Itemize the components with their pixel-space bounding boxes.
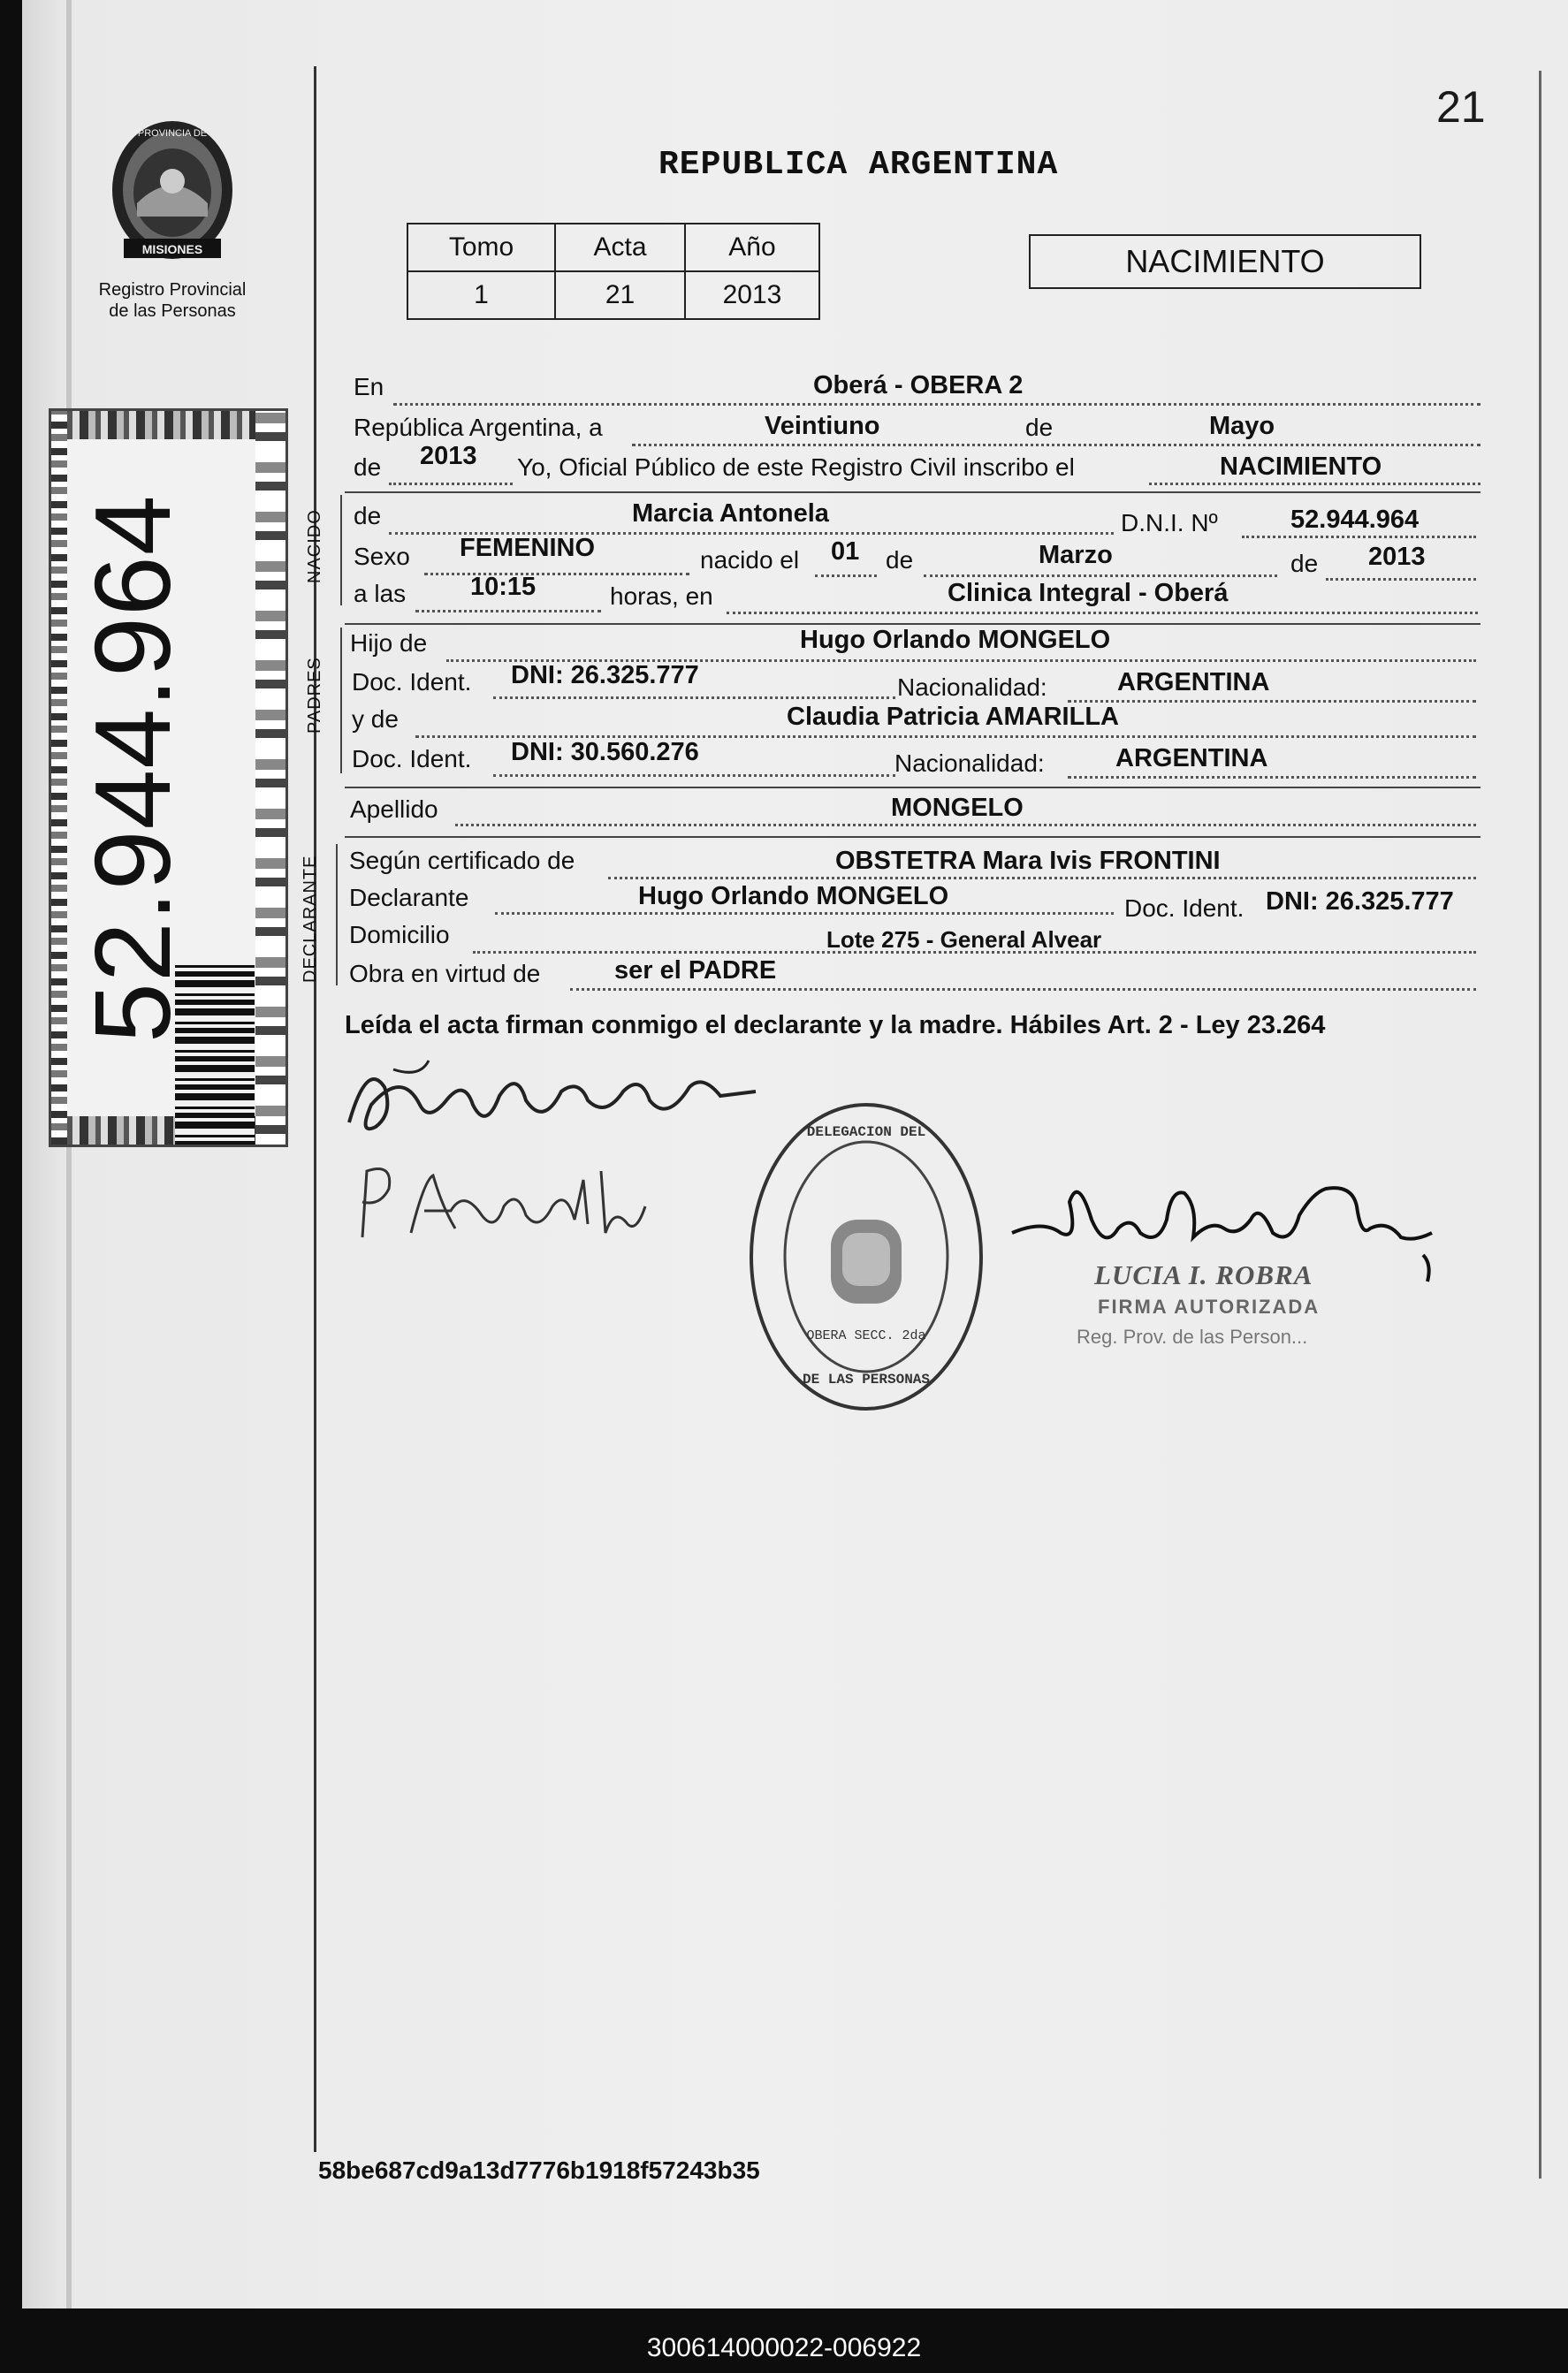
dotted-line — [1068, 700, 1476, 703]
mother-signature — [349, 1153, 658, 1251]
strip-border-top — [51, 411, 285, 439]
table-value-acta: 21 — [555, 271, 685, 319]
declarant-signature — [340, 1052, 765, 1140]
record-table-value-row — [407, 271, 819, 319]
value-surname: MONGELO — [891, 794, 1024, 822]
label-de-3: de — [1290, 550, 1319, 577]
value-mother-name: Claudia Patricia AMARILLA — [787, 703, 1119, 731]
section-rule — [345, 623, 1480, 625]
dotted-line — [1068, 776, 1476, 779]
dotted-line — [727, 612, 1478, 614]
dotted-line — [493, 774, 895, 777]
label-hijo-de: Hijo de — [350, 629, 428, 657]
sheet-edge — [66, 0, 72, 2308]
svg-text:DELEGACION DEL: DELEGACION DEL — [806, 1124, 926, 1140]
dotted-line — [1326, 578, 1476, 581]
value-event: NACIMIENTO — [1220, 453, 1382, 481]
dotted-line — [1242, 536, 1476, 538]
value-day: Veintiuno — [765, 412, 880, 440]
value-year: 2013 — [420, 442, 477, 470]
dotted-line — [415, 610, 601, 612]
section-rule — [345, 836, 1480, 838]
dotted-line — [632, 444, 1480, 446]
label-de-2: de — [886, 546, 914, 574]
registry-name-line1: Registro Provincial — [98, 280, 247, 300]
value-month: Mayo — [1209, 412, 1275, 440]
dotted-line — [570, 988, 1476, 991]
label-a-las: a las — [354, 580, 407, 607]
table-value-tomo: 1 — [407, 271, 555, 319]
value-mother-doc: DNI: 30.560.276 — [511, 738, 699, 766]
label-y-de: y de — [352, 705, 399, 733]
label-doc-declarant: Doc. Ident. — [1124, 894, 1245, 922]
value-mother-nationality: ARGENTINA — [1115, 744, 1268, 772]
label-en: En — [354, 373, 384, 400]
dotted-line — [815, 574, 877, 577]
label-doc-mother: Doc. Ident. — [352, 745, 472, 772]
dotted-line — [455, 824, 1476, 826]
value-birth-year: 2013 — [1368, 543, 1426, 571]
svg-text:PROVINCIA DE: PROVINCIA DE — [137, 128, 208, 139]
table-header-tomo: Tomo — [407, 224, 555, 271]
strip-pattern-right — [255, 411, 285, 1145]
label-sexo: Sexo — [354, 543, 410, 570]
left-margin-rule — [314, 66, 316, 2152]
document-hash: 58be687cd9a13d7776b1918f57243b35 — [318, 2156, 760, 2184]
strip-id-number: 52.944.964 — [72, 494, 193, 1043]
label-inscribo: Yo, Oficial Público de este Registro Civil inscribo el — [517, 453, 1075, 481]
strip-pattern-left — [51, 411, 67, 1145]
value-birth-month: Marzo — [1039, 541, 1113, 569]
value-certificate: OBSTETRA Mara Ivis FRONTINI — [835, 847, 1221, 875]
country-title: REPUBLICA ARGENTINA — [658, 146, 1059, 184]
svg-text:MISIONES: MISIONES — [141, 242, 203, 256]
value-birth-day: 01 — [831, 537, 860, 566]
label-certificado: Según certificado de — [349, 847, 575, 874]
record-type-box: NACIMIENTO — [1029, 234, 1421, 289]
label-horas: horas, en — [610, 582, 713, 610]
label-republica: República Argentina, a — [354, 414, 603, 441]
registry-name — [71, 279, 274, 322]
section-label-nacido: NACIDO — [305, 509, 324, 583]
officer-name: LUCIA I. ROBRA — [1094, 1259, 1313, 1290]
table-header-ano: Año — [685, 224, 819, 271]
label-year-prefix: de — [354, 453, 382, 481]
province-seal-icon — [106, 115, 239, 265]
dotted-line — [424, 573, 689, 575]
svg-text:OBERA SECC. 2da: OBERA SECC. 2da — [806, 1328, 926, 1343]
section-rule — [345, 787, 1480, 788]
value-address: Lote 275 - General Alvear — [826, 926, 1102, 953]
registry-name-line2: de las Personas — [109, 301, 236, 321]
dotted-line — [493, 696, 895, 699]
value-child-name: Marcia Antonela — [632, 499, 829, 528]
label-nacido-el: nacido el — [700, 546, 800, 574]
label-doc-father: Doc. Ident. — [352, 668, 472, 696]
label-de: de — [1025, 414, 1054, 441]
dotted-line — [608, 877, 1476, 879]
dotted-line — [389, 483, 513, 485]
label-domicilio: Domicilio — [349, 921, 450, 948]
value-father-name: Hugo Orlando MONGELO — [800, 626, 1111, 654]
value-declarant-name: Hugo Orlando MONGELO — [638, 882, 949, 910]
value-declarant-doc: DNI: 26.325.777 — [1266, 887, 1454, 916]
section-label-padres: PADRES — [305, 657, 324, 734]
label-dni: D.N.I. Nº — [1121, 509, 1218, 536]
table-header-acta: Acta — [555, 224, 685, 271]
label-nac-father: Nacionalidad: — [897, 673, 1047, 701]
officer-role: FIRMA AUTORIZADA — [1098, 1296, 1321, 1318]
value-father-doc: DNI: 26.325.777 — [511, 661, 699, 689]
table-value-ano: 2013 — [685, 271, 819, 319]
svg-text:DE LAS PERSONAS: DE LAS PERSONAS — [802, 1372, 931, 1388]
value-child-dni: 52.944.964 — [1290, 506, 1420, 534]
right-margin-rule — [1539, 71, 1541, 2179]
officer-office: Reg. Prov. de las Person... — [1077, 1326, 1308, 1348]
value-time: 10:15 — [470, 573, 537, 601]
value-capacity: ser el PADRE — [614, 956, 777, 985]
record-table-header-row — [407, 224, 819, 271]
registry-stamp — [747, 1100, 986, 1414]
label-nac-mother: Nacionalidad: — [894, 749, 1045, 777]
value-birth-place: Clinica Integral - Oberá — [948, 579, 1229, 607]
section-label-declarante: DECLARANTE — [301, 855, 320, 983]
section-bar-nacido — [340, 495, 342, 605]
value-place: Oberá - OBERA 2 — [813, 371, 1024, 399]
value-father-nationality: ARGENTINA — [1117, 668, 1270, 696]
dotted-line — [495, 912, 1114, 915]
record-table — [407, 223, 820, 320]
label-declarante: Declarante — [349, 884, 469, 911]
label-obra: Obra en virtud de — [349, 960, 541, 987]
label-apellido: Apellido — [350, 795, 438, 823]
closing-statement: Leída el acta firman conmigo el declarante y la madre. Hábiles Art. 2 - Ley 23.264 — [345, 1011, 1326, 1039]
scan-id: 300614000022-006922 — [646, 2333, 922, 2362]
value-sex: FEMENINO — [460, 534, 596, 562]
dotted-line — [1149, 483, 1480, 485]
dotted-line — [393, 403, 1480, 406]
page-number: 21 — [1436, 82, 1486, 132]
section-bar-declarante — [336, 844, 338, 985]
dotted-line — [924, 574, 1277, 577]
section-rule — [345, 491, 1480, 493]
label-de-name: de — [354, 502, 382, 529]
section-bar-padres — [340, 627, 342, 773]
